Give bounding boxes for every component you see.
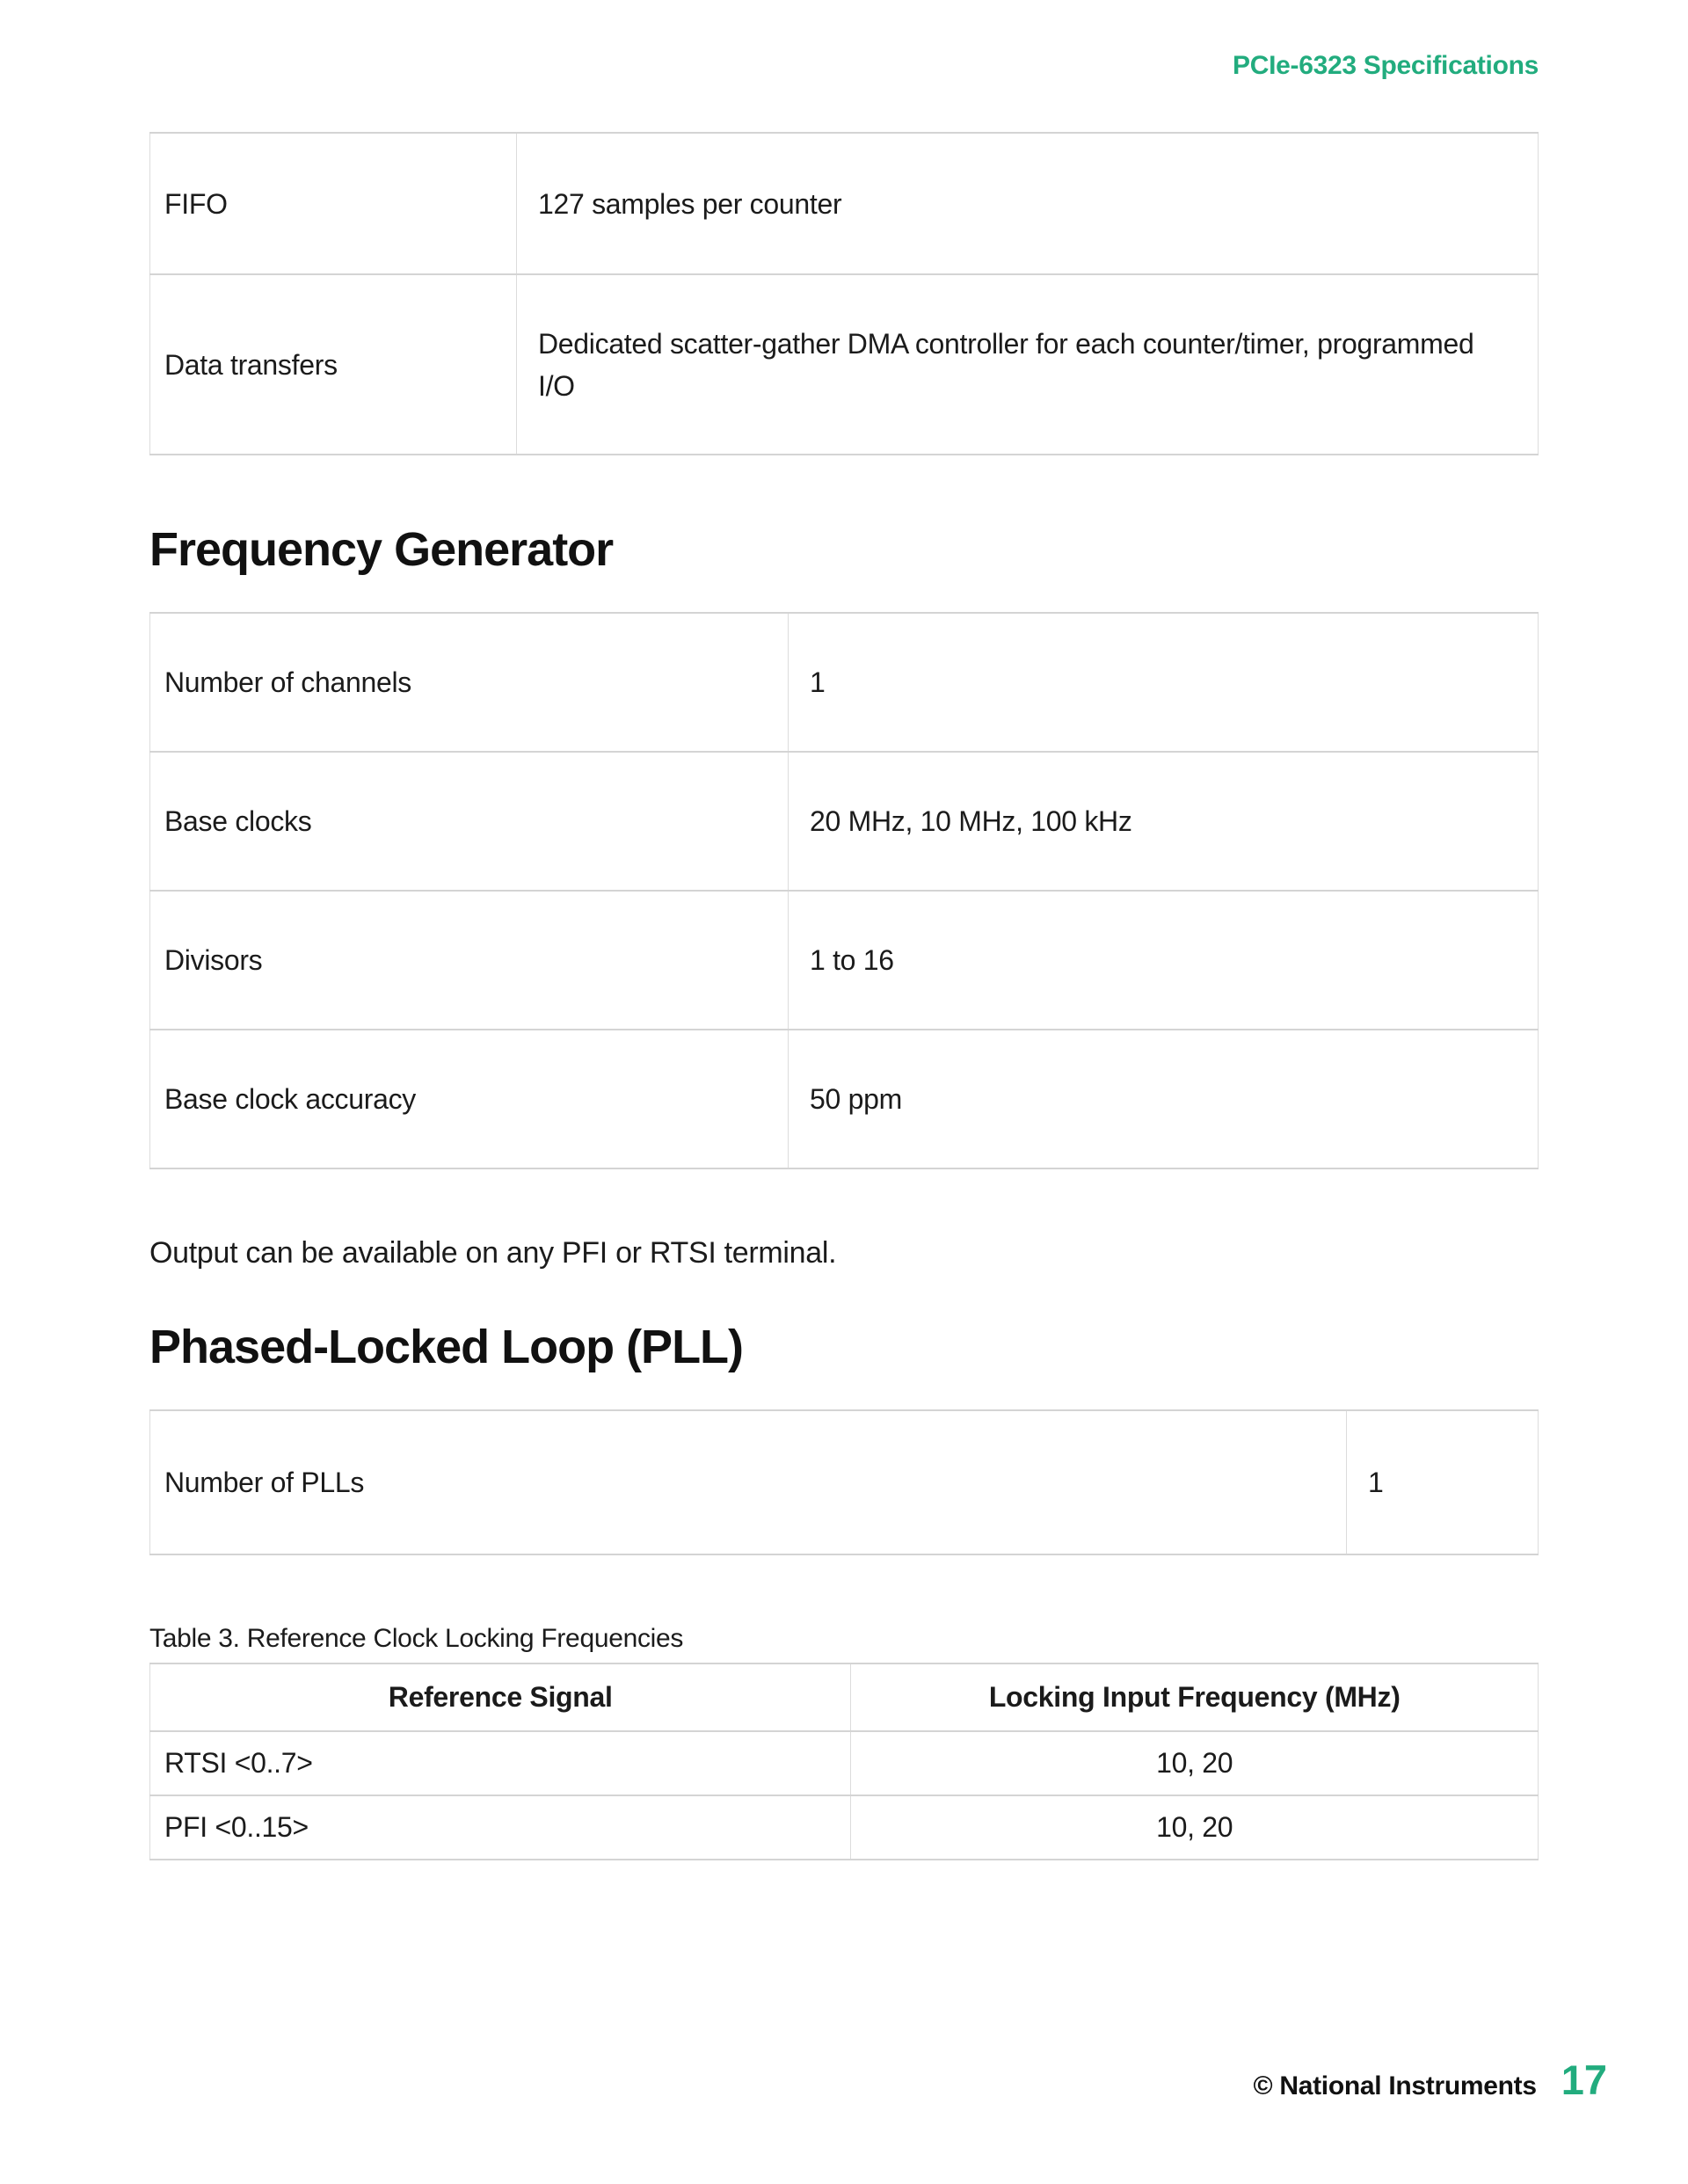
table-row-number-of-plls	[150, 1410, 1539, 1554]
table-row-fifo	[150, 133, 1539, 274]
spec-value: 1	[789, 613, 1539, 752]
table-row-divisors	[150, 891, 1539, 1030]
table-header-row	[150, 1663, 1539, 1731]
frequency-generator-table	[149, 612, 1539, 1169]
heading-pll: Phased-Locked Loop (PLL)	[149, 1321, 744, 1373]
spec-label: Base clock accuracy	[150, 1030, 789, 1168]
spec-value: 1 to 16	[789, 891, 1539, 1030]
locking-frequency-cell: 10, 20	[851, 1731, 1539, 1795]
locking-frequency-cell: 10, 20	[851, 1795, 1539, 1860]
reference-signal-cell: PFI <0..15>	[150, 1795, 851, 1860]
column-header-locking-input-frequency: Locking Input Frequency (MHz)	[851, 1663, 1539, 1731]
heading-frequency-generator: Frequency Generator	[149, 523, 614, 576]
table3-caption: Table 3. Reference Clock Locking Frequencies	[149, 1624, 684, 1653]
table-row-number-of-channels	[150, 613, 1539, 752]
spec-value: 127 samples per counter	[517, 133, 1539, 274]
reference-clock-table	[149, 1663, 1539, 1860]
pll-table	[149, 1409, 1539, 1555]
reference-signal-cell: RTSI <0..7>	[150, 1731, 851, 1795]
spec-value: 20 MHz, 10 MHz, 100 kHz	[789, 752, 1539, 891]
table-row-base-clocks	[150, 752, 1539, 891]
spec-label: Number of PLLs	[150, 1410, 1347, 1554]
spec-label: Base clocks	[150, 752, 789, 891]
spec-label: Divisors	[150, 891, 789, 1030]
table-row-data-transfers	[150, 274, 1539, 455]
page-header	[149, 51, 1539, 81]
spec-label: Number of channels	[150, 613, 789, 752]
header-title: PCIe-6323 Specifications	[1233, 51, 1539, 80]
table-row-rtsi	[150, 1731, 1539, 1795]
copyright-text: © National Instruments	[1253, 2071, 1537, 2100]
frequency-generator-note: Output can be available on any PFI or RTSI terminal.	[149, 1236, 837, 1270]
spec-label: FIFO	[150, 133, 517, 274]
spec-value: Dedicated scatter-gather DMA controller for each counter/timer, programmed I/O	[517, 274, 1539, 455]
column-header-reference-signal: Reference Signal	[150, 1663, 851, 1731]
page-footer	[149, 2056, 1607, 2104]
spec-value: 1	[1347, 1410, 1539, 1554]
spec-value: 50 ppm	[789, 1030, 1539, 1168]
counter-spec-table	[149, 132, 1539, 455]
spec-label: Data transfers	[150, 274, 517, 455]
table-row-pfi	[150, 1795, 1539, 1860]
page-number: 17	[1561, 2057, 1607, 2103]
table-row-base-clock-accuracy	[150, 1030, 1539, 1168]
